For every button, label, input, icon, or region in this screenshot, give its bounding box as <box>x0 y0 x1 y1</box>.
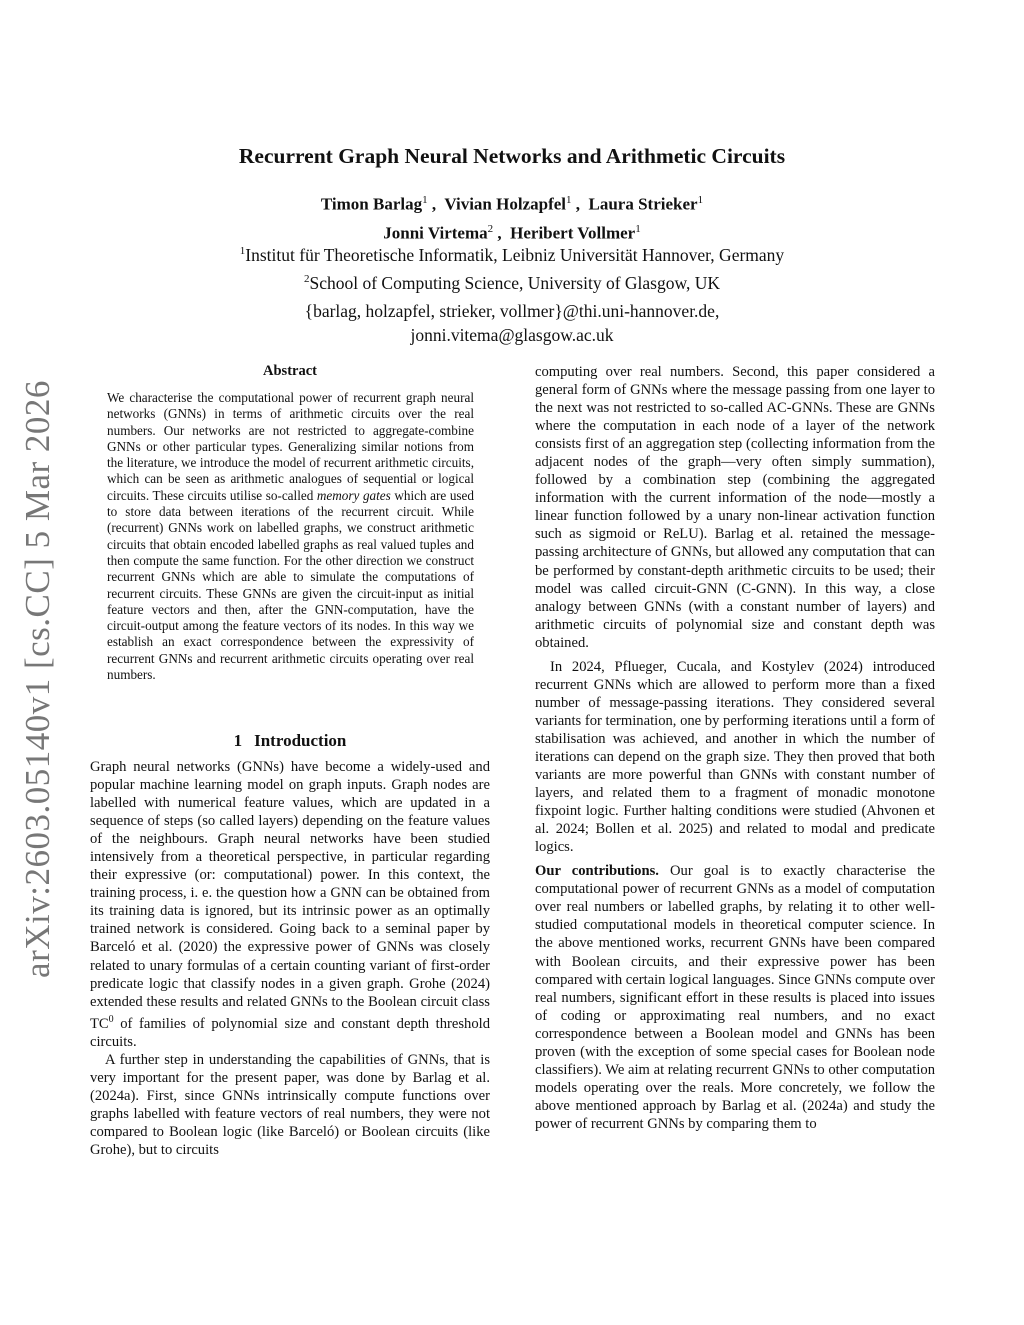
paragraph: A further step in understanding the capabilities of GNNs, that is very important for the present paper, was done by Barlag et al. (2024a). First, since GNNs intrinsically compute functions over graphs labelled with feature vectors of real numbers, they were not compared to Boolean logic (like Barceló) or Boolean circuits (like Grohe), but to circuits <box>90 1051 490 1158</box>
paragraph-heading: Our contributions. <box>535 863 659 880</box>
paragraph: In 2024, Pflueger, Cucala, and Kostylev (2024) introduced recurrent GNNs which are allowed to perform more than a fixed number of message-passing iterations. They considered several variants for termination, one by performing iterations until a form of stabilisation was achieved, and another in which the number of iterations can depend on the graph size. They then proved that both variants are more powerful than GNNs with constant number of layers, and related them to a fragment of monadic monotone fixpoint logic. Further halting conditions were studied (Ahvonen et al. 2024; Bollen et al. 2025) and related to modal and predicate logics. <box>535 658 936 856</box>
author-list: Timon Barlag$^1$ , Vivian Holzapfel$^1$ , Laura Strieker$^1$ Jonni Virtema$^2$ , Heribert Vollmer$^1$ <box>320 194 704 243</box>
affiliation <box>0 239 1024 267</box>
affiliation-mark: 2 <box>303 272 310 285</box>
left-column <box>90 758 490 1159</box>
abstract-body <box>107 390 474 683</box>
arxiv-stamp <box>8 378 68 980</box>
abstract-text: We characterise the computational power of recurrent graph neural networks (GNNs) in terms of arithmetic circuits over the real numbers. Our networks are not restricted to aggregate-combine GNNs or other particular types. Generalizing similar notions from the literature, we introduce the model of recurrent arithmetic circuits, which can be seen as arithmetic analogues of sequential or logical circuits. These circuits utilise so-called <box>107 390 474 503</box>
paper-title: Recurrent Graph Neural Networks and Arithmetic Circuits <box>238 144 786 168</box>
paragraph <box>535 862 935 1133</box>
author-name: Heribert Vollmer <box>510 223 636 243</box>
paragraph: computing over real numbers. Second, this paper considered a general form of GNNs where the message passing from one layer to the next was not restricted to so-called AC-GNNs. These are GNNs where the computation in each node of a layer of the network consists first of an aggregation step (collecting information from the adjacent nodes of the graph—very often simply summation), followed by a combination step (combining the aggregated information with the current information of the node—mostly a linear function followed by a unary non-linear activation function such as sigmoid or ReLU). Barlag et al. retained the message-passing architecture of GNNs, but allowed any computation that can be performed by constant-depth arithmetic circuits to be used; their model was called circuit-GNN (C-GNN). In this way, a close analogy between GNNs (with a constant number of layers) and arithmetic circuits of polynomial size and constant depth was obtained. <box>535 364 935 651</box>
author-name: Timon Barlag <box>320 194 423 214</box>
author-affiliation-mark: 2 <box>487 222 494 235</box>
author-affiliation-mark: 1 <box>566 194 572 206</box>
affiliation-mark: 1 <box>239 245 246 257</box>
affiliation-text: Institut für Theoretische Informatik, Leibniz Universität Hannover, Germany <box>245 244 785 265</box>
section-heading <box>90 731 490 751</box>
abstract-heading: Abstract <box>263 363 317 379</box>
author-name: Jonni Virtema <box>383 223 488 243</box>
abstract-text: which are used to store data between iterations of the recurrent circuit. While (recurrent) GNNs work on labelled graphs, we construct arithmetic circuits that obtain encoded labelled graphs as real valued tuples and then compute the same function. For the other direction we construct recurrent GNNs which are able to simulate the computations of recurrent circuits. These GNNs are given the circuit-input as initial feature vectors and then, after the GNN-computation, have the circuit-output among the feature vectors of its nodes. In this way we establish an exact correspondence between the expressivity of recurrent GNNs and recurrent arithmetic circuits operating over real numbers. <box>107 487 475 683</box>
affiliation-text: School of Computing Science, University of Glasgow, UK <box>309 272 721 293</box>
author-name: Vivian Holzapfel <box>444 194 567 214</box>
arxiv-id[interactable]: arXiv:2603.05140v1 [cs.CC] 5 Mar 2026 <box>18 380 58 978</box>
email-line[interactable]: jonni.vitema@glasgow.ac.uk <box>410 324 614 345</box>
right-column <box>535 363 935 1133</box>
affiliations <box>0 239 1024 347</box>
author-affiliation-mark: 1 <box>697 194 704 206</box>
section-title: Introduction <box>254 731 347 750</box>
paragraph <box>90 758 490 1051</box>
author-name: Laura Strieker <box>588 194 698 214</box>
paragraph-text: of families of polynomial size and constant depth threshold circuits. <box>90 1015 490 1050</box>
paragraph-text: Graph neural networks (GNNs) have become a widely-used and popular machine learning model on graph inputs. Graph nodes are labelled with numerical feature values, which are updated in a sequence of steps (so called layers) depending on the feature values of the neighbours. Graph neural networks have been studied intensively from a theoretical perspective, in particular regarding their expressive (or: computational) power. In this context, the training process, i. e. the question how a GNN can be obtained from its training data is ignored, but its intrinsic power as an optimally trained network is considered. Going back to a seminal paper by Barceló et al. (2020) the expressive power of GNNs was closely related to unary formulas of a certain counting variant of first-order predicate logic that classify nodes in a given graph. Grohe (2024) extended these results and related GNNs to the Boolean circuit class TC <box>90 759 490 1032</box>
author-affiliation-mark: 1 <box>422 194 428 206</box>
affiliation <box>0 267 1024 295</box>
author-affiliation-mark: 1 <box>635 222 641 235</box>
section-number: 1 <box>233 731 243 750</box>
abstract-emphasis: memory gates <box>316 487 391 503</box>
email-line[interactable]: {barlag, holzapfel, strieker, vollmer}@thi.uni-hannover.de, <box>304 300 720 321</box>
paragraph-text: Our goal is to exactly characterise the computational power of recurrent GNNs as a model of computation over real numbers or labelled graphs, by relating it to other well-studied computational models in theoretical computer science. In the above mentioned works, recurrent GNNs have been compared with Boolean circuits, and their expressive power has been compared with certain logical languages. Since GNNs compute over real numbers, significant effort in these results is placed into issues of coding or approximating real numbers, and no exact correspondence between a Boolean model and GNNs has been proven (with the exception of some special cases for Boolean node classifiers). We aim at relating recurrent GNNs to other computation models operating over the reals. More concretely, we follow the above mentioned approach by Barlag et al. (2024a) and study the power of recurrent GNNs by comparing them to <box>535 863 935 1132</box>
superscript: 0 <box>108 1013 114 1025</box>
